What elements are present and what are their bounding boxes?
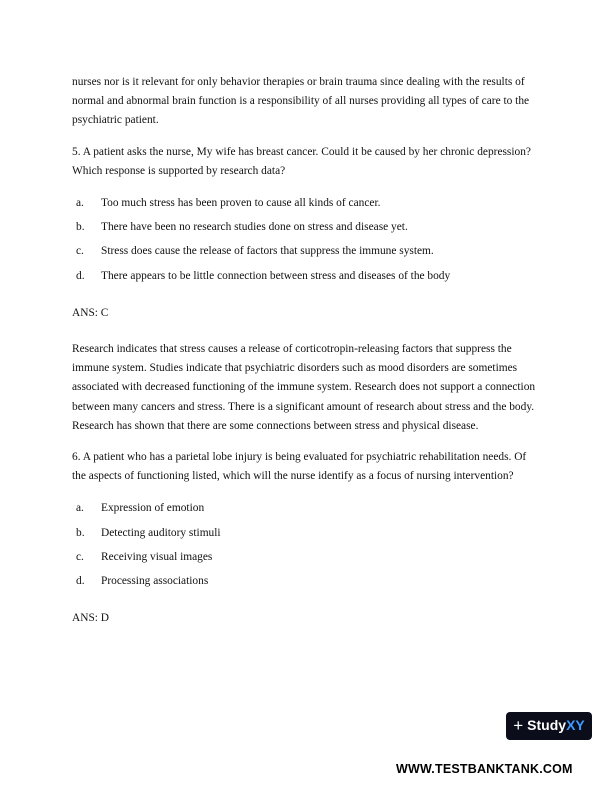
option-letter: c. [76,245,84,258]
question-6-stem: 6. A patient who has a parietal lobe injury is being evaluated for psychiatric rehabilitation needs. Of the aspects of functioning listed, which will the nurse identify as a focus of nursing intervention? [72,451,527,483]
question-6-answer: ANS: D [72,612,110,625]
option-text: Expression of emotion [101,502,205,515]
option-letter: d. [76,269,85,282]
option-item [72,548,540,567]
option-text: Stress does cause the release of factors that suppress the immune system. [101,245,434,258]
option-letter: b. [76,526,85,539]
question-6-options [72,499,540,591]
badge-name-study: Study [527,717,567,734]
option-text: Detecting auditory stimuli [101,526,221,539]
option-item [72,524,540,543]
question-5-rationale: Research indicates that stress causes a release of corticotropin-releasing factors that suppress the immune system. Studies indicate that psychiatric disorders such as mood disorders are sometimes associated with decreased functioning of the immune system. Research does not support a connection between many cancers and stress. There is a significant amount of research about stress and the body. Research has shown that there are some connections between stress and physical disease. [72,343,536,432]
option-text: Receiving visual images [101,550,213,563]
option-item [72,572,540,591]
option-item [72,267,540,286]
option-letter: a. [76,502,84,515]
option-text: There have been no research studies done on stress and disease yet. [101,221,408,234]
option-item [72,242,540,261]
studyxy-badge[interactable] [506,712,592,740]
intro-paragraph: nurses nor is it relevant for only behavior therapies or brain trauma since dealing with the results of normal and abnormal brain function is a responsibility of all nurses providing all types of care to the psychiatric patient. [72,76,530,127]
option-item [72,499,540,518]
option-item [72,194,540,213]
option-item [72,218,540,237]
question-5-answer: ANS: C [72,306,109,319]
option-text: Too much stress has been proven to cause all kinds of cancer. [101,197,381,210]
badge-name-xy: XY [566,717,585,734]
footer-url[interactable]: WWW.TESTBANKTANK.COM [396,762,573,776]
option-text: There appears to be little connection between stress and diseases of the body [101,269,451,282]
option-letter: d. [76,575,85,588]
plus-icon: + [513,716,524,736]
question-5-stem: 5. A patient asks the nurse, My wife has breast cancer. Could it be caused by her chronic depression? Which response is supported by research data? [72,145,531,177]
question-5-options [72,194,540,286]
option-text: Processing associations [101,575,209,588]
page-content [72,73,540,645]
option-letter: c. [76,550,84,563]
option-letter: a. [76,197,84,210]
option-letter: b. [76,221,85,234]
